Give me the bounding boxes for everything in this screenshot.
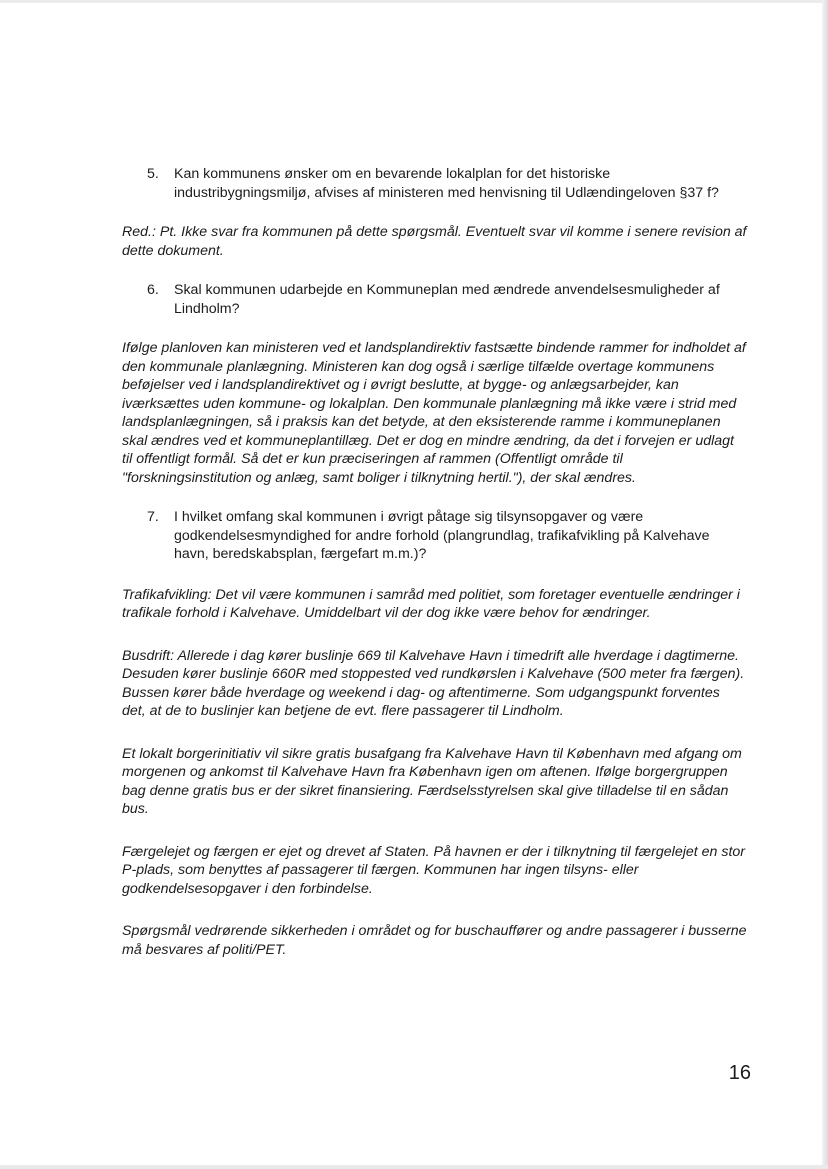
answer-paragraph: Et lokalt borgerinitiativ vil sikre gratis busafgang fra Kalvehave Havn til København med afgang om morgenen og ankomst til Kalvehave Havn fra København igen om aftenen. Ifølge borgergruppen bag denne gratis bus er der sikret finansiering. Færdselsstyrelsen skal give tilladelse til en sådan bus. [122, 745, 742, 817]
question-text: I hvilket omfang skal kommunen i øvrigt påtage sig tilsynsopgaver og være godkendelsesmyndighed for andre forhold (plangrundlag, trafikafvikling på Kalvehave havn, beredskabsplan, færgefart m.m.)? [174, 509, 710, 562]
answer-paragraph: Spørgsmål vedrørende sikkerheden i området og for buschauffører og andre passagerer i busserne må besvares af politi/PET. [122, 923, 747, 958]
answer-paragraph: Færgelejet og færgen er ejet og drevet af Staten. På havnen er der i tilknytning til færgelejet en stor P-plads, som benyttes af passagerer til færgen. Kommunen har ingen tilsyns- eller godkendelsesopgaver i den forbindelse. [122, 843, 746, 897]
question-number: 7. [147, 509, 159, 525]
answer-7-initiative [122, 745, 747, 819]
page-number: 16 [728, 1062, 751, 1084]
question-number: 6. [147, 282, 159, 298]
answer-paragraph: Ifølge planloven kan ministeren ved et landsplandirektiv fastsætte bindende rammer for indholdet af den kommunale planlægning. Ministeren kan dog også i særlige tilfælde overtage kommunens beføjelser ved i landsplandirektivet og i øvrigt beslutte, at bygge- og anlægsarbejder, kan iværksættes uden kommune- og lokalplan. Den kommunale planlægning må ikke være i strid med landsplanlægningen, så i praksis kan det betyde, at den eksisterende ramme i kommuneplanen skal ændres ved et kommuneplantillæg. Det er dog en mindre ændring, da det i forvejen er udlagt til offentligt formål. Så det er kun præciseringen af rammen (Offentligt område til "forskningsinstitution og anlæg, samt boliger i tilknytning hertil."), der skal ændres. [122, 340, 746, 486]
answer-paragraph: Busdrift: Allerede i dag kører buslinje 669 til Kalvehave Havn i timedrift alle hverdage i dagtimerne. Desuden kører buslinje 660R med stoppested ved rundkørslen i Kalvehave (500 meter fra færgen). Bussen kører både hverdage og weekend i dag- og aftentimerne. Som udgangspunkt forventes det, at de to buslinjer kan betjene de evt. flere passagerer til Lindholm. [122, 647, 745, 719]
document-body [122, 165, 747, 959]
answer-7-security [122, 922, 747, 959]
answer-6 [122, 339, 747, 487]
answer-7-ferry [122, 843, 747, 899]
question-6 [122, 281, 747, 318]
answer-paragraph: Red.: Pt. Ikke svar fra kommunen på dette spørgsmål. Eventuelt svar vil komme i senere revision af dette dokument. [122, 224, 747, 259]
question-5 [122, 165, 747, 202]
answer-5 [122, 223, 747, 260]
question-7 [122, 508, 747, 564]
page-edge-top [0, 0, 828, 3]
question-text: Kan kommunens ønsker om en bevarende lokalplan for det historiske industribygningsmiljø, afvises af ministeren med henvisning til Udlændingeloven §37 f? [174, 166, 719, 201]
page-edge-bottom [0, 1165, 828, 1169]
question-text: Skal kommunen udarbejde en Kommuneplan med ændrede anvendelsesmuligheder af Lindholm? [174, 282, 720, 317]
page-edge-right [822, 0, 828, 1169]
answer-7-traffic [122, 586, 747, 623]
answer-7-bus [122, 647, 747, 721]
answer-paragraph: Trafikafvikling: Det vil være kommunen i samråd med politiet, som foretager eventuelle ændringer i trafikale forhold i Kalvehave. Umiddelbart vil der dog ikke være behov for ændringer. [122, 586, 740, 621]
question-number: 5. [147, 166, 159, 182]
